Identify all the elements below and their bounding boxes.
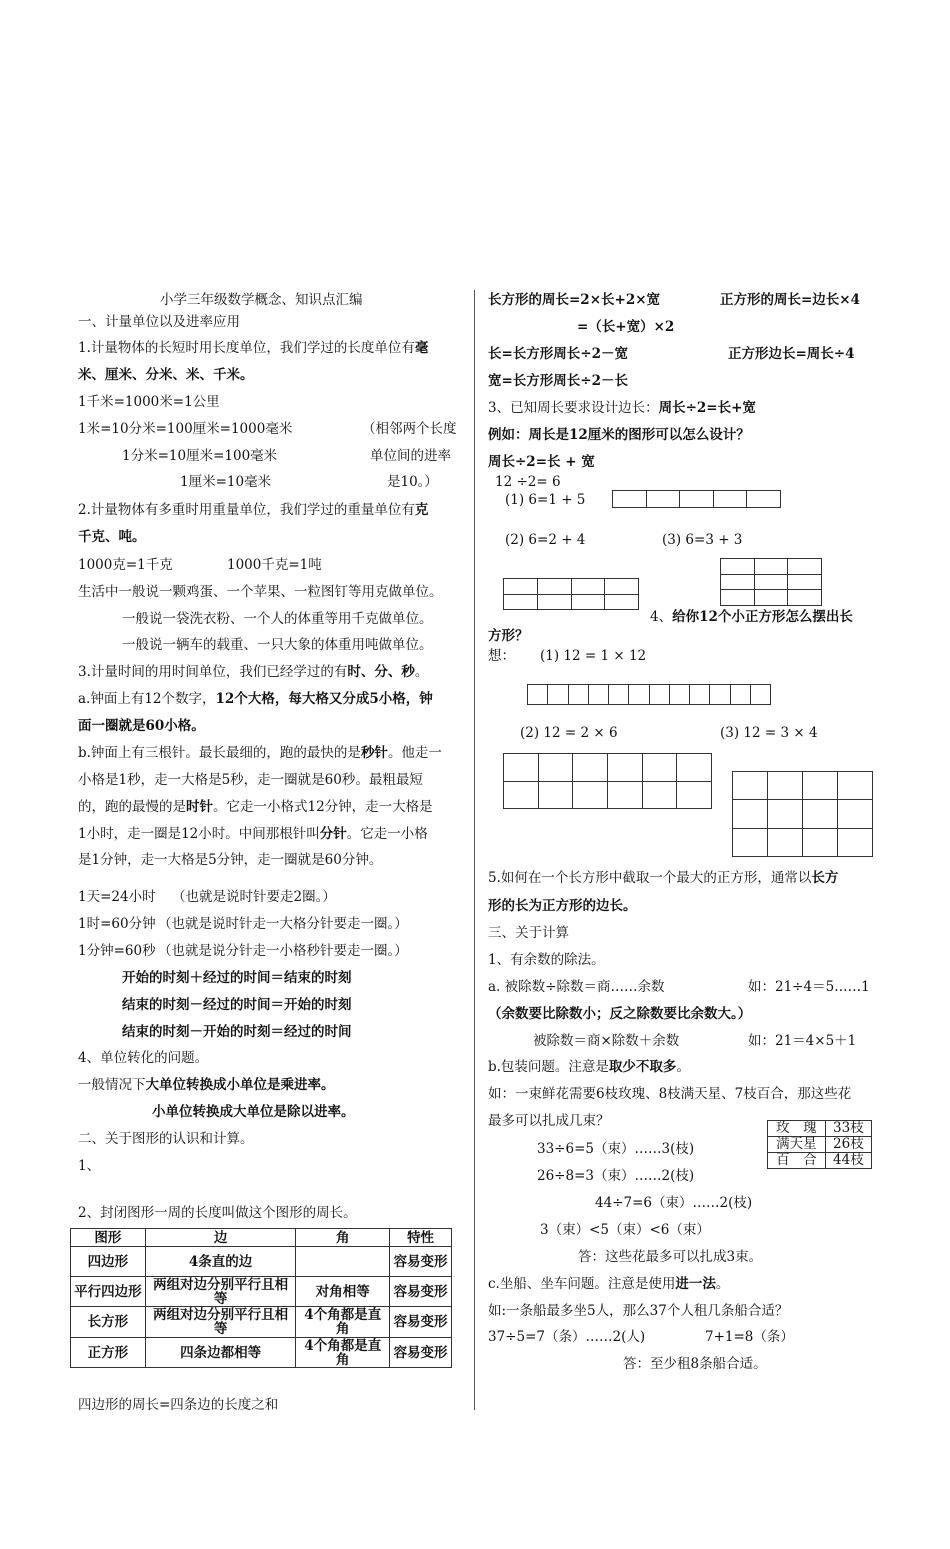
table-row: [71, 1307, 452, 1338]
header-cell: 边: [145, 1229, 296, 1247]
shape-properties-table: [70, 1228, 452, 1368]
grid-square: [768, 829, 803, 857]
text: 。它走一小格: [346, 826, 428, 842]
grid-square: [751, 685, 771, 705]
paragraph: [78, 662, 428, 682]
paragraph: 面一圈就是60小格。: [78, 718, 205, 734]
paragraph: [78, 500, 428, 520]
text: 。它走一小格式12分钟，走一大格是: [213, 799, 433, 815]
grid-square: [650, 685, 670, 705]
grid-square: [838, 829, 873, 857]
paragraph: [78, 689, 433, 709]
formula: 1000千克=1吨: [227, 557, 322, 573]
formula: 长方形的周长=2×长+2×宽: [488, 292, 661, 308]
grid-square: [538, 579, 572, 595]
cell: 4个角都是直角: [296, 1307, 390, 1338]
formula: 1分钟=60秒: [78, 943, 156, 959]
paragraph: 最多可以扎成几束？: [488, 1113, 610, 1129]
paragraph: 如：一束鲜花需要6枝玫瑰、8枝满天星、7枝百合，那这些花: [488, 1086, 852, 1102]
grid-square: [721, 590, 755, 606]
header-cell: 图形: [71, 1229, 146, 1247]
paragraph: [488, 398, 756, 418]
cell: 26枝: [825, 1137, 871, 1153]
grid-square: [528, 685, 548, 705]
paragraph: 小单位转换成大单位是除以进率。: [152, 1104, 355, 1120]
square-grid-3x4: [732, 771, 873, 857]
grid-square: [755, 559, 789, 575]
square-grid-1x12: [527, 684, 771, 705]
grid-square: [731, 685, 751, 705]
formula: 37÷5=7（条）……2(人): [488, 1329, 646, 1345]
paragraph: 生活中一般说一颗鸡蛋、一个苹果、一粒图钉等用克做单位。: [78, 584, 443, 600]
example: 如：21＝4×5＋1: [748, 1033, 857, 1049]
formula: 1000克=1千克: [78, 557, 173, 573]
square-grid-1x5: [612, 490, 781, 508]
cell: 容易变形: [390, 1338, 452, 1368]
paragraph: 形的长为正方形的边长。: [488, 898, 637, 914]
square-grid-2x6: [503, 753, 712, 809]
grid-square: [589, 685, 609, 705]
paragraph: 一般说一袋洗衣粉、一个人的体重等用千克做单位。: [122, 611, 433, 627]
example: 如：21÷4＝5……1: [748, 979, 870, 995]
square-grid-2x4: [503, 578, 639, 610]
text: 长方: [811, 870, 839, 886]
paragraph: [78, 824, 428, 844]
cell: 正方形: [71, 1338, 146, 1368]
note: （也就是说时针要走2圈。）: [172, 889, 336, 905]
note: （相邻两个长度: [362, 421, 457, 437]
formula: 12 ÷2= 6: [495, 474, 561, 490]
formula: 被除数＝商×除数＋余数: [533, 1033, 680, 1049]
grid-square: [605, 579, 639, 595]
answer: 答：至少租8条船合适。: [623, 1356, 767, 1372]
cell: 容易变形: [390, 1277, 452, 1307]
cell: 四条边都相等: [145, 1338, 296, 1368]
formula: 1天=24小时: [78, 889, 156, 905]
grid-square: [504, 579, 538, 595]
grid-square: [768, 772, 803, 800]
text: 克: [414, 502, 429, 518]
paragraph: [650, 607, 853, 627]
formula: 26÷8=3（束）……2(枝): [537, 1168, 695, 1184]
text: 大单位转换成小单位是乘进率。: [145, 1077, 335, 1093]
grid-square: [788, 590, 822, 606]
formula: a. 被除数÷除数＝商……余数: [488, 979, 665, 995]
option: (3) 6=3 + 3: [662, 532, 743, 548]
note: （余数要比除数小；反之除数要比余数大。）: [488, 1006, 752, 1022]
formula: 3（束）<5（束）<6（束）: [540, 1222, 710, 1238]
option: (1) 6=1 + 5: [505, 492, 586, 508]
paragraph: 方形？: [488, 628, 529, 644]
table-row: [768, 1153, 872, 1169]
paragraph: 4、单位转化的问题。: [78, 1050, 209, 1066]
text: 12个大格，每大格又分成5小格，钟: [215, 691, 433, 707]
formula: 结束的时刻－开始的时刻＝经过的时间: [122, 1024, 352, 1040]
grid-square: [572, 579, 606, 595]
grid-square: [803, 800, 838, 828]
paragraph: [488, 868, 838, 888]
grid-square: [733, 772, 768, 800]
table-row: [71, 1338, 452, 1368]
formula: 周长÷2=长 + 宽: [488, 454, 595, 470]
grid-square: [573, 754, 608, 782]
formula: 44÷7=6（束）……2(枝): [595, 1195, 753, 1211]
text: 时、分、秒: [347, 664, 415, 680]
grid-square: [573, 782, 608, 810]
text: 分针: [319, 826, 347, 842]
option: (1) 12 = 1 × 12: [540, 648, 647, 664]
cell: 两组对边分别平行且相等: [145, 1307, 296, 1338]
flower-count-table: [767, 1120, 872, 1169]
grid-square: [613, 491, 647, 508]
paragraph: 2、封闭图形一周的长度叫做这个图形的周长。: [78, 1205, 357, 1221]
formula: 正方形边长=周长÷4: [728, 346, 855, 362]
text: 进一法: [675, 1276, 716, 1292]
grid-square: [721, 559, 755, 575]
paragraph: 四边形的周长=四条边的长度之和: [78, 1397, 279, 1413]
section-heading: 一、计量单位以及进率应用: [78, 314, 240, 330]
text: 1小时，走一圈是12小时。中间那根针叫: [78, 826, 320, 842]
grid-square: [714, 491, 748, 508]
paragraph: 米、厘米、分米、米、千米。: [78, 367, 254, 383]
note: 单位间的进率: [370, 448, 451, 464]
note: 是10。）: [387, 474, 438, 490]
formula: 1厘米=10毫米: [180, 474, 272, 490]
formula: 1千米=1000米=1公里: [78, 394, 220, 410]
cell: 玫 瑰: [768, 1121, 826, 1137]
grid-square: [504, 595, 538, 611]
table-row: [768, 1137, 872, 1153]
table-header-row: [71, 1229, 452, 1247]
text: 5.如何在一个长方形中截取一个最大的正方形，通常以: [488, 870, 812, 886]
grid-square: [768, 800, 803, 828]
cell: 百 合: [768, 1153, 826, 1169]
text: 3、已知周长要求设计边长：: [488, 400, 659, 416]
formula: 1时=60分钟: [78, 916, 156, 932]
text: 2.计量物体有多重时用重量单位，我们学过的重量单位有: [78, 502, 415, 518]
paragraph: [78, 338, 428, 358]
formula: 宽=长方形周长÷2－长: [488, 373, 629, 389]
text: 3.计量时间的用时间单位，我们已经学过的有: [78, 664, 348, 680]
grid-square: [609, 685, 629, 705]
paragraph: 1、有余数的除法。: [488, 952, 605, 968]
grid-square: [538, 595, 572, 611]
cell: 容易变形: [390, 1307, 452, 1338]
grid-square: [690, 685, 710, 705]
grid-square: [680, 491, 714, 508]
text: b.钟面上有三根针。最长最细的，跑的最快的是: [78, 745, 361, 761]
grid-square: [643, 782, 678, 810]
cell: 四边形: [71, 1247, 146, 1277]
text: 给你12个小正方形怎么摆出长: [672, 609, 853, 625]
square-grid-3x3: [720, 558, 822, 606]
formula: =（长+宽）×2: [577, 319, 675, 335]
cell: 两组对边分别平行且相等: [145, 1277, 296, 1307]
cell: [296, 1247, 390, 1277]
label: 想：: [488, 648, 515, 664]
text: 时针: [186, 799, 213, 815]
paragraph: 如:一条船最多坐5人，那么37个人租几条船合适？: [488, 1303, 789, 1319]
option: (3) 12 = 3 × 4: [720, 725, 818, 741]
formula: 1分米=10厘米=100毫米: [122, 448, 278, 464]
text: 1.计量物体的长短时用长度单位，我们学过的长度单位有: [78, 340, 415, 356]
grid-square: [677, 782, 712, 810]
column-divider: [474, 290, 475, 1410]
paragraph: [488, 1274, 729, 1294]
grid-square: [548, 685, 568, 705]
grid-square: [629, 685, 649, 705]
text: 4、: [650, 609, 673, 625]
paragraph: [78, 1075, 335, 1095]
text: 。: [414, 664, 429, 680]
text: 秒针: [360, 745, 388, 761]
formula: 正方形的周长=边长×4: [720, 292, 861, 308]
grid-square: [733, 829, 768, 857]
cell: 满天星: [768, 1137, 826, 1153]
section-heading: 二、关于图形的认识和计算。: [78, 1131, 254, 1147]
formula: 1米=10分米=100厘米=1000毫米: [78, 421, 293, 437]
grid-square: [788, 575, 822, 591]
formula: 开始的时刻＋经过的时间＝结束的时刻: [122, 970, 352, 986]
grid-square: [677, 754, 712, 782]
paragraph: 小格是1秒，走一大格是5秒，走一圈就是60秒。最粗最短: [78, 772, 423, 788]
grid-square: [755, 590, 789, 606]
grid-square: [643, 754, 678, 782]
cell: 长方形: [71, 1307, 146, 1338]
grid-square: [838, 800, 873, 828]
grid-square: [755, 575, 789, 591]
grid-square: [803, 829, 838, 857]
table-row: [71, 1247, 452, 1277]
grid-square: [647, 491, 681, 508]
answer: 答：这些花最多可以扎成3束。: [578, 1249, 763, 1265]
text: 。他走一: [387, 745, 442, 761]
header-cell: 特性: [390, 1229, 452, 1247]
grid-square: [670, 685, 690, 705]
cell: 对角相等: [296, 1277, 390, 1307]
grid-square: [572, 595, 606, 611]
grid-square: [608, 782, 643, 810]
text: b.包装问题。注意是: [488, 1059, 609, 1075]
paragraph: 1、: [78, 1158, 101, 1174]
table-row: [768, 1121, 872, 1137]
paragraph: 例如：周长是12厘米的图形可以怎么设计？: [488, 427, 750, 443]
paragraph: [78, 743, 442, 763]
table-row: [71, 1277, 452, 1307]
text: 毫: [414, 340, 429, 356]
paragraph: 一般说一辆车的载重、一只大象的体重用吨做单位。: [122, 637, 433, 653]
grid-square: [569, 685, 589, 705]
grid-square: [710, 685, 730, 705]
formula: 33÷6=5（束）……3(枝): [537, 1141, 695, 1157]
grid-square: [721, 575, 755, 591]
text: 的，跑的最慢的是: [78, 799, 186, 815]
formula: 结束的时刻－经过的时间＝开始的时刻: [122, 997, 352, 1013]
cell: 4个角都是直角: [296, 1338, 390, 1368]
option: (2) 6=2 + 4: [505, 532, 586, 548]
note: （也就是说时针走一大格分针要走一圈。）: [158, 916, 408, 932]
header-cell: 角: [296, 1229, 390, 1247]
paragraph: 是1分钟，走一大格是5分钟，走一圈就是60分钟。: [78, 852, 383, 868]
text: 一般情况下: [78, 1077, 146, 1093]
grid-square: [539, 754, 574, 782]
section-heading: 三、关于计算: [488, 925, 569, 941]
note: （也就是说分针走一小格秒针要走一圈。）: [158, 943, 408, 959]
option: (2) 12 = 2 × 6: [520, 725, 618, 741]
grid-square: [504, 754, 539, 782]
grid-square: [838, 772, 873, 800]
grid-square: [803, 772, 838, 800]
text: c.坐船、坐车问题。注意是使用: [488, 1276, 676, 1292]
paragraph: [488, 1057, 690, 1077]
grid-square: [788, 559, 822, 575]
grid-square: [747, 491, 781, 508]
text: 。: [676, 1059, 690, 1075]
document-title: 小学三年级数学概念、知识点汇编: [160, 292, 363, 308]
text: a.钟面上有12个数字，: [78, 691, 216, 707]
formula: 长=长方形周长÷2－宽: [488, 346, 629, 362]
text: 周长÷2=长+宽: [658, 400, 756, 416]
cell: 33枝: [825, 1121, 871, 1137]
grid-square: [733, 800, 768, 828]
text: 取少不取多: [608, 1059, 677, 1075]
cell: 容易变形: [390, 1247, 452, 1277]
paragraph: [78, 797, 433, 817]
grid-square: [608, 754, 643, 782]
formula: 7+1=8（条）: [705, 1329, 794, 1345]
cell: 平行四边形: [71, 1277, 146, 1307]
text: 。: [715, 1276, 730, 1292]
cell: 44枝: [825, 1153, 871, 1169]
grid-square: [504, 782, 539, 810]
cell: 4条直的边: [145, 1247, 296, 1277]
grid-square: [605, 595, 639, 611]
paragraph: 千克、吨。: [78, 529, 146, 545]
grid-square: [539, 782, 574, 810]
